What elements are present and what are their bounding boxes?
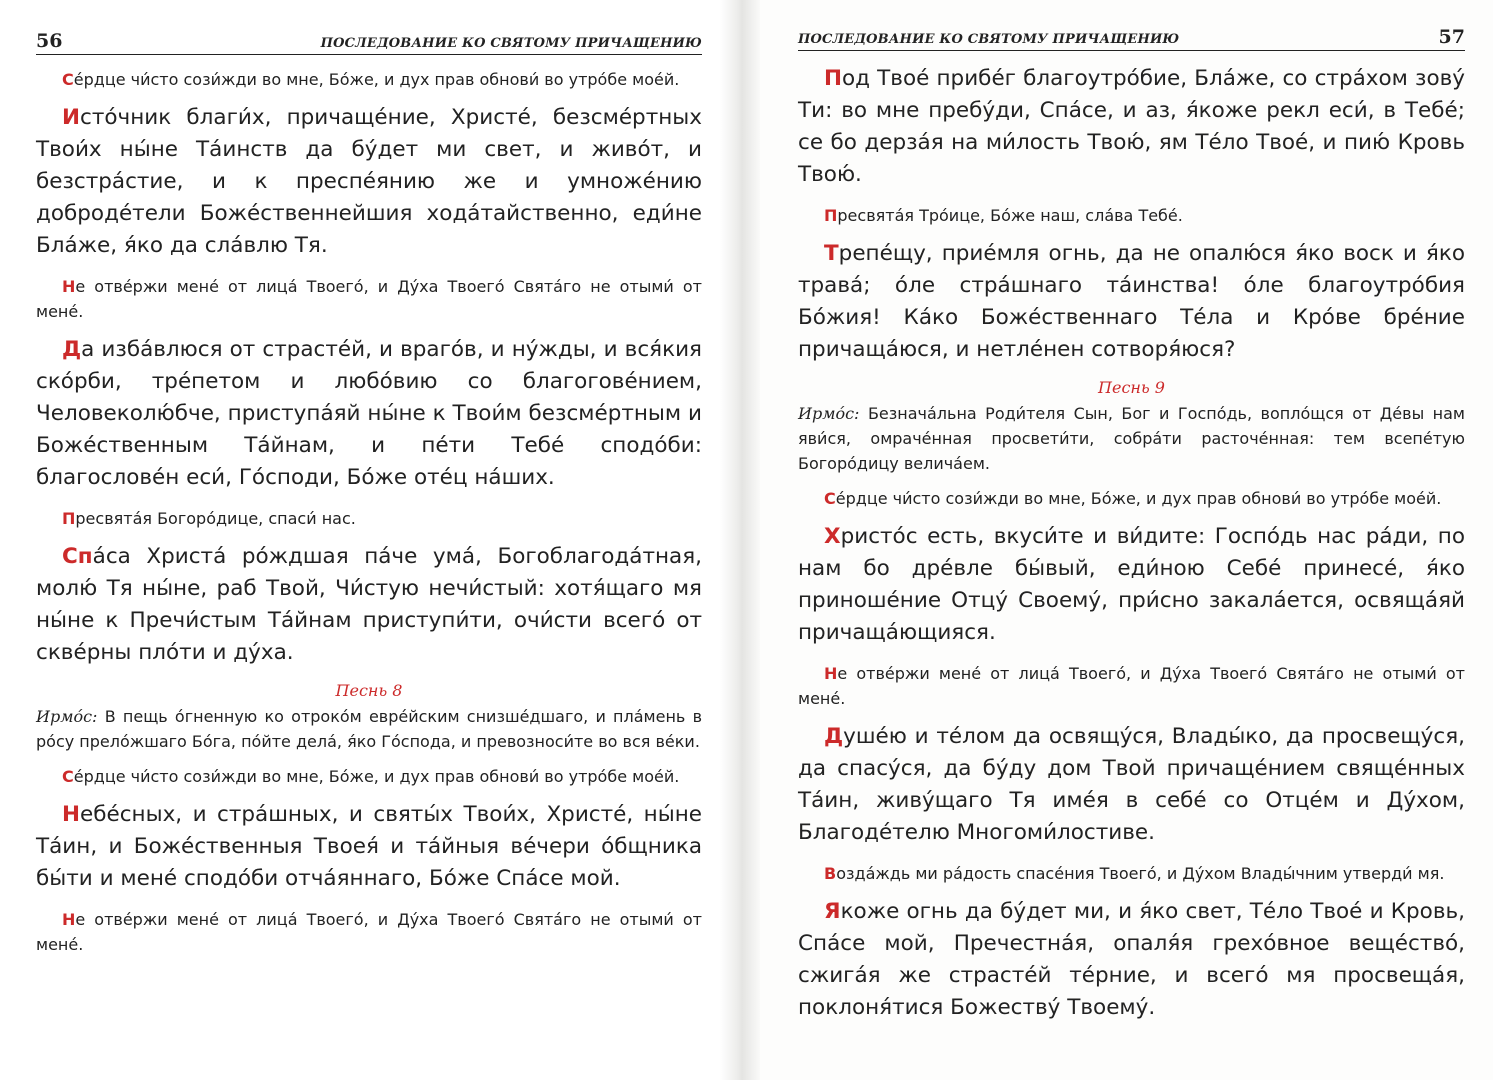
left-running-title: ПОСЛЕДОВАНИЕ КО СВЯТОМУ ПРИЧАЩЕНИЮ xyxy=(320,36,702,51)
right-running-head xyxy=(798,26,1465,51)
irmos-paragraph xyxy=(36,704,702,754)
red-initial: И xyxy=(62,105,80,130)
red-initial: Н xyxy=(62,277,76,296)
refrain-paragraph xyxy=(36,907,702,957)
troparion-paragraph xyxy=(36,799,702,895)
troparion-paragraph xyxy=(798,63,1465,191)
paragraph-text: е отве́ржи мене́ от лица́ Твоего́, и Ду́ха Твоего́ Свята́го не отыми́ от мене́. xyxy=(36,277,702,321)
paragraph-text: ресвята́я Богоро́дице, спаси́ нас. xyxy=(75,509,356,528)
paragraph-text: ристо́с есть, вкуси́те и ви́дите: Госпо́дь нас ра́ди, по нам бо дре́вле бы́вый, еди́ною Себе́ принесе́, я́ко приноше́ние Отцу́ Своему́, при́сно закала́ется, освяща́яй причаща́ющияся. xyxy=(798,524,1465,645)
paragraph-text: е́рдце чи́сто сози́жди во мне, Бо́же, и дух прав обнови́ во утро́бе мое́й. xyxy=(835,489,1442,508)
song-heading: Песнь 8 xyxy=(335,681,403,700)
refrain-paragraph xyxy=(36,67,702,92)
red-initial: Х xyxy=(824,524,841,549)
red-initial: Т xyxy=(824,241,839,266)
troparion-paragraph xyxy=(798,521,1465,649)
red-initial: Д xyxy=(824,724,844,749)
paragraph-text: уше́ю и те́лом да освящу́ся, Влады́ко, да просвещу́ся, да спасу́ся, да бу́ду дом Твой причаще́нием свяще́нных Та́ин, живу́щаго Тя име́я в себе́ со Отце́м и Ду́хом, Благоде́телю Многоми́лостиве. xyxy=(798,724,1465,845)
red-initial: С xyxy=(62,767,74,786)
paragraph-text: е отве́ржи мене́ от лица́ Твоего́, и Ду́ха Твоего́ Свята́го не отыми́ от мене́. xyxy=(36,910,702,954)
refrain-paragraph xyxy=(36,764,702,789)
right-page xyxy=(760,0,1493,1080)
red-initial: Н xyxy=(62,910,76,929)
refrain-paragraph xyxy=(798,861,1465,886)
red-initial: С xyxy=(62,70,74,89)
left-running-head xyxy=(36,30,702,55)
red-initial: Сп xyxy=(62,544,93,569)
left-page-number: 56 xyxy=(36,30,63,52)
irmos-text: В пещь о́гненную ко отроко́м евре́йским снизше́дшаго, и пла́мень в ро́су прело́жшаго Бо́га, по́йте дела́, я́ко Го́спода, и превозноси́те во вся ве́ки. xyxy=(36,707,703,751)
refrain-paragraph xyxy=(798,203,1465,228)
red-initial: Я xyxy=(824,899,841,924)
troparion-paragraph xyxy=(798,896,1465,1024)
troparion-paragraph xyxy=(798,721,1465,849)
irmos-label: Ирмо́с: xyxy=(36,707,98,726)
paragraph-text: а изба́влюся от страсте́й, и враго́в, и ну́жды, и вся́кия ско́рби, тре́петом и любо́вию со благогове́нием, Человеколю́бче, приступа́яй ны́не к Твои́м безсме́ртным и Боже́ственным Та́йнам, и пе́ти Тебе́ сподо́би: благослове́н еси́, Го́споди, Бо́же оте́ц на́ших. xyxy=(36,337,702,490)
paragraph-text: е́рдце чи́сто сози́жди во мне, Бо́же, и дух прав обнови́ во утро́бе мое́й. xyxy=(73,767,680,786)
paragraph-text: е́рдце чи́сто сози́жди во мне, Бо́же, и дух прав обнови́ во утро́бе мое́й. xyxy=(73,70,680,89)
paragraph-text: од Твое́ прибе́г благоутро́бие, Бла́же, со стра́хом зову́ Ти: во мне пребу́ди, Спа́се, и аз, я́коже рекл еси́, в Тебе́; се бо дерза́я на ми́лость Твою́, ям Те́ло Твое́, и пию́ Кровь Твою́. xyxy=(798,66,1465,187)
irmos-label: Ирмо́с: xyxy=(798,404,860,423)
irmos-paragraph xyxy=(798,401,1465,476)
red-initial: П xyxy=(824,66,842,91)
paragraph-text: сто́чник благи́х, причаще́ние, Христе́, безсме́ртных Твои́х ны́не Та́инств да бу́дет ми свет, и живо́т, и безстра́стие, и к преспе́янию же и умноже́нию доброде́тели Боже́ственнейшия хода́тайственно, еди́не Бла́же, я́ко да сла́влю Тя. xyxy=(36,105,702,258)
left-page xyxy=(0,0,720,1080)
red-initial: П xyxy=(824,206,838,225)
paragraph-text: ебе́сных, и стра́шных, и святы́х Твои́х, Христе́, ны́не Та́ин, и Боже́ственныя Твоея́ и та́йныя ве́чери о́бщника бы́ти и мене́ сподо́би отча́яннаго, Бо́же Спа́се мой. xyxy=(36,802,702,891)
paragraph-text: репе́щу, прие́мля огнь, да не опалю́ся я́ко воск и я́ко трава́; о́ле стра́шнаго та́инства! о́ле благоутро́бия Бо́жия! Ка́ко Боже́ственнаго Те́ла и Кро́ве бре́ние причаща́юся, и нетле́нен сотворя́юся? xyxy=(798,241,1465,362)
red-initial: Н xyxy=(62,802,80,827)
song-heading: Песнь 9 xyxy=(1098,378,1165,397)
refrain-paragraph xyxy=(798,486,1465,511)
troparion-paragraph xyxy=(36,541,702,669)
irmos-text: Безнача́льна Роди́теля Сын, Бог и Госпо́дь, вопло́щся от Де́вы нам яви́ся, омраче́нная просвети́ти, собра́ти расточе́нная: тем всепе́тую Богоро́дицу велича́ем. xyxy=(798,404,1466,473)
paragraph-text: а́са Христа́ ро́ждшая па́че ума́, Богоблагода́тная, молю́ Тя ны́не, раб Твой, Чи́стую нечи́стый: хотя́щаго мя ны́не к Пречи́стым Та́йнам приступи́ти, очи́сти всего́ от скве́рны пло́ти и ду́ха. xyxy=(36,544,702,665)
refrain-paragraph xyxy=(798,661,1465,711)
refrain-paragraph xyxy=(36,506,702,531)
paragraph-text: озда́ждь ми ра́дость спасе́ния Твоего́, и Ду́хом Влады́чним утверди́ мя. xyxy=(836,864,1445,883)
red-initial: П xyxy=(62,509,76,528)
refrain-paragraph xyxy=(36,274,702,324)
right-running-title: ПОСЛЕДОВАНИЕ КО СВЯТОМУ ПРИЧАЩЕНИЮ xyxy=(798,32,1180,47)
book-gutter xyxy=(720,0,760,1080)
red-initial: Н xyxy=(824,664,838,683)
troparion-paragraph xyxy=(36,102,702,262)
red-initial: Д xyxy=(62,337,82,362)
troparion-paragraph xyxy=(798,238,1465,366)
paragraph-text: коже огнь да бу́дет ми, и я́ко свет, Те́ло Твое́ и Кровь, Спа́се мой, Пречестна́я, опаля́я грехо́вное веще́ство́, сжига́я же страсте́й те́рние, и всего́ мя просвеща́я, поклоня́тися Божеству́ Твоему́. xyxy=(798,899,1465,1020)
red-initial: В xyxy=(824,864,837,883)
troparion-paragraph xyxy=(36,334,702,494)
paragraph-text: ресвята́я Тро́ице, Бо́же наш, сла́ва Тебе́. xyxy=(837,206,1183,225)
paragraph-text: е отве́ржи мене́ от лица́ Твоего́, и Ду́ха Твоего́ Свята́го не отыми́ от мене́. xyxy=(798,664,1465,708)
red-initial: С xyxy=(824,489,836,508)
right-page-number: 57 xyxy=(1438,26,1465,48)
